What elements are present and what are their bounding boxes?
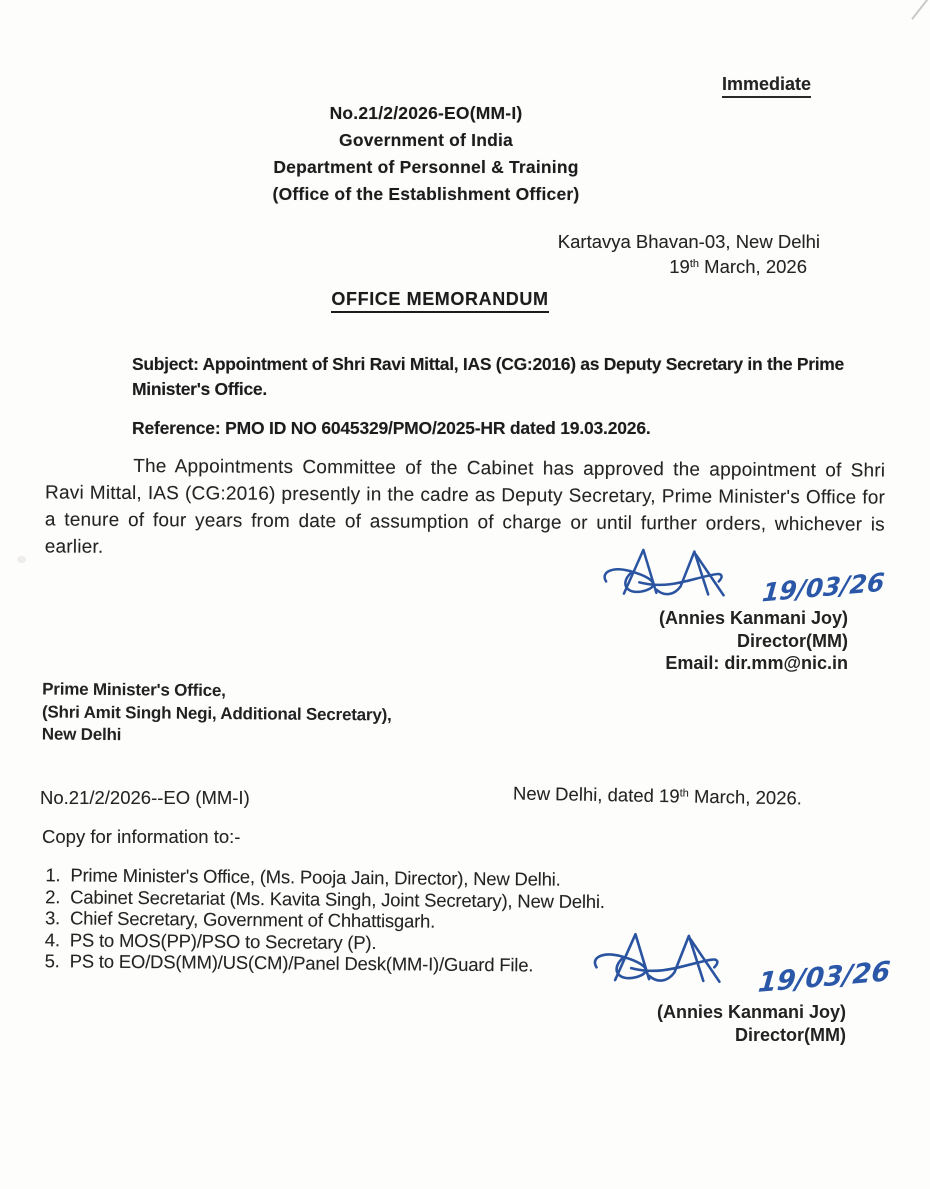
issue-date-ordinal: th	[689, 258, 700, 270]
footer-date-rest: March, 2026.	[688, 785, 803, 809]
issue-date-day: 19	[669, 256, 690, 277]
footer-file-number: No.21/2/2026--EO (MM-I)	[40, 787, 250, 808]
footer-date-ordinal: th	[679, 787, 689, 800]
signature-row	[598, 544, 886, 606]
item-number: 3.	[44, 907, 61, 929]
item-number: 1.	[45, 864, 61, 886]
signature-row	[588, 922, 890, 999]
addressee-block	[42, 678, 392, 749]
signatory-designation: Director(MM)	[737, 630, 848, 651]
signatory-name: (Annies Kanmani Joy)	[658, 608, 848, 628]
issue-date-rest: March, 2026	[699, 256, 807, 277]
footer-date-main: New Delhi, dated 19	[512, 782, 680, 807]
issue-date	[430, 254, 820, 283]
file-number: No.21/2/2026-EO(MM-I)	[329, 103, 523, 123]
signatory-email: Email: dir.mm@nic.in	[665, 653, 848, 673]
office-name: (Office of the Establishment Officer)	[272, 184, 580, 204]
signatory-name: (Annies Kanmani Joy)	[656, 1002, 846, 1022]
org-name: Government of India	[339, 130, 513, 150]
document-title: OFFICE MEMORANDUM	[0, 289, 880, 313]
reference-line: Reference: PMO ID NO 6045329/PMO/2025-HR dated 19.03.2026.	[132, 418, 651, 438]
signature-icon	[588, 922, 758, 999]
addressee-line: New Delhi	[41, 724, 122, 745]
signature-block-2	[588, 922, 890, 1047]
body-paragraph: The Appointments Committee of the Cabinet has approved the appointment of Shri Ravi Mittal, IAS (CG:2016) presently in the cadre as Deputy Secretary, Prime Minister's Office for a tenure of four years from date of assumption of charge or until further orders, whichever is earlier.	[44, 455, 886, 558]
addressee-line: Prime Minister's Office,	[42, 679, 226, 701]
item-number: 4.	[44, 928, 60, 951]
letterhead	[0, 100, 852, 208]
subject-line: Subject: Appointment of Shri Ravi Mittal, IAS (CG:2016) as Deputy Secretary in the Prime Minister's Office.	[132, 354, 844, 399]
item-text: Cabinet Secretariat (Ms. Kavita Singh, Joint Secretary), New Delhi.	[70, 886, 605, 912]
signature-date: 19/03/26	[756, 956, 892, 999]
addressee-line: (Shri Amit Singh Negi, Additional Secretary),	[41, 701, 392, 725]
item-number: 5.	[44, 950, 60, 972]
signatory-details	[598, 607, 886, 675]
signature-block-1	[598, 544, 886, 675]
item-number: 2.	[45, 885, 61, 907]
copy-heading: Copy for information to:-	[42, 826, 241, 847]
signatory-designation: Director(MM)	[735, 1025, 846, 1045]
department-name: Department of Personnel & Training	[273, 157, 579, 177]
place-date-block	[430, 229, 820, 283]
item-text: Prime Minister's Office, (Ms. Pooja Jain, Director), New Delhi.	[70, 864, 561, 890]
item-text: Chief Secretary, Government of Chhattisgarh.	[69, 907, 436, 932]
issue-place: Kartavya Bhavan-03, New Delhi	[557, 231, 820, 252]
footer-place-date	[513, 782, 802, 809]
scan-speck	[17, 556, 26, 563]
priority-marking: Immediate	[722, 74, 811, 98]
signatory-details	[588, 1001, 890, 1047]
signature-icon	[598, 544, 760, 606]
signature-date: 19/03/26	[760, 567, 886, 608]
item-text: PS to EO/DS(MM)/US(CM)/Panel Desk(MM-I)/Guard File.	[69, 950, 534, 976]
item-text: PS to MOS(PP)/PSO to Secretary (P).	[69, 929, 377, 953]
scan-artifact	[911, 0, 929, 20]
